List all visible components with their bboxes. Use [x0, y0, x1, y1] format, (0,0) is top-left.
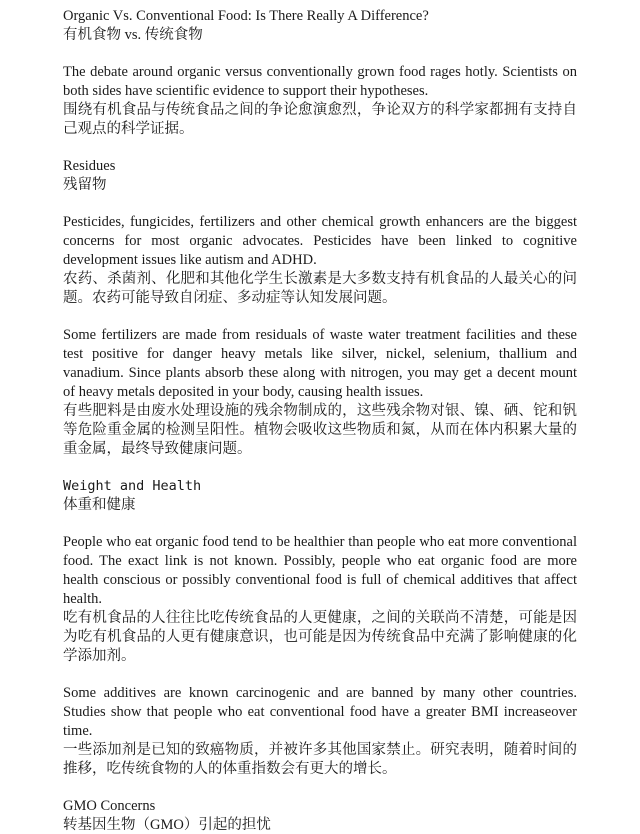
section-heading-residues — [63, 157, 577, 195]
paragraph-zh: 围绕有机食品与传统食品之间的争论愈演愈烈，争论双方的科学家都拥有支持自己观点的科学证据。 — [63, 102, 577, 137]
heading-zh: 体重和健康 — [63, 497, 136, 513]
paragraph-en: Some fertilizers are made from residuals of waste water treatment facilities and these test positive for danger heavy metals like silver, nickel, selenium, thallium and vanadium. Since plants absorb these along with nitrogen, you may get a decent mount of heavy metals deposited in your body, causing health issues. — [63, 327, 577, 400]
paragraph-pesticides — [63, 213, 577, 308]
section-heading-weight-health — [63, 477, 577, 515]
document-title-en: Organic Vs. Conventional Food: Is There Really A Difference? — [63, 8, 429, 24]
paragraph-zh: 农药、杀菌剂、化肥和其他化学生长激素是大多数支持有机食品的人最关心的问题。农药可能导致自闭症、多动症等认知发展问题。 — [63, 271, 577, 306]
section-heading-gmo — [63, 797, 577, 834]
document-title-zh: 有机食物 vs. 传统食物 — [63, 27, 203, 43]
heading-en: GMO Concerns — [63, 798, 156, 814]
paragraph-fertilizers — [63, 326, 577, 459]
paragraph-zh: 一些添加剂是已知的致癌物质，并被许多其他国家禁止。研究表明，随着时间的推移，吃传统食物的人的体重指数会有更大的增长。 — [63, 742, 577, 777]
paragraph-zh: 吃有机食品的人往往比吃传统食品的人更健康，之间的关联尚不清楚，可能是因为吃有机食品的人更有健康意识，也可能是因为传统食品中充满了影响健康的化学添加剂。 — [63, 610, 577, 664]
paragraph-healthier — [63, 533, 577, 666]
paragraph-zh: 有些肥料是由废水处理设施的残余物制成的，这些残余物对银、镍、硒、铊和钒等危险重金属的检测呈阳性。植物会吸收这些物质和氮，从而在体内积累大量的重金属，最终导致健康问题。 — [63, 403, 577, 457]
paragraph-en: Some additives are known carcinogenic and are banned by many other countries. Studies show that people who eat conventional food have a greater BMI increaseover time. — [63, 685, 577, 739]
paragraph-additives — [63, 684, 577, 779]
heading-en: Weight and Health — [63, 478, 202, 494]
paragraph-en: The debate around organic versus conventionally grown food rages hotly. Scientists on both sides have scientific evidence to support their hypotheses. — [63, 64, 577, 99]
paragraph-en: People who eat organic food tend to be healthier than people who eat more conventional food. The exact link is not known. Possibly, people who eat organic food are more health conscious or possibly conventional food is full of chemical additives that affect health. — [63, 534, 577, 607]
heading-en: Residues — [63, 158, 116, 174]
heading-zh: 转基因生物（GMO）引起的担忧 — [63, 817, 271, 833]
paragraph-en: Pesticides, fungicides, fertilizers and other chemical growth enhancers are the biggest concerns for most organic advocates. Pesticides have been linked to cognitive development issues like autism and ADHD. — [63, 214, 577, 268]
heading-zh: 残留物 — [63, 177, 107, 193]
paragraph-debate — [63, 63, 577, 139]
document-title-block — [63, 7, 577, 45]
